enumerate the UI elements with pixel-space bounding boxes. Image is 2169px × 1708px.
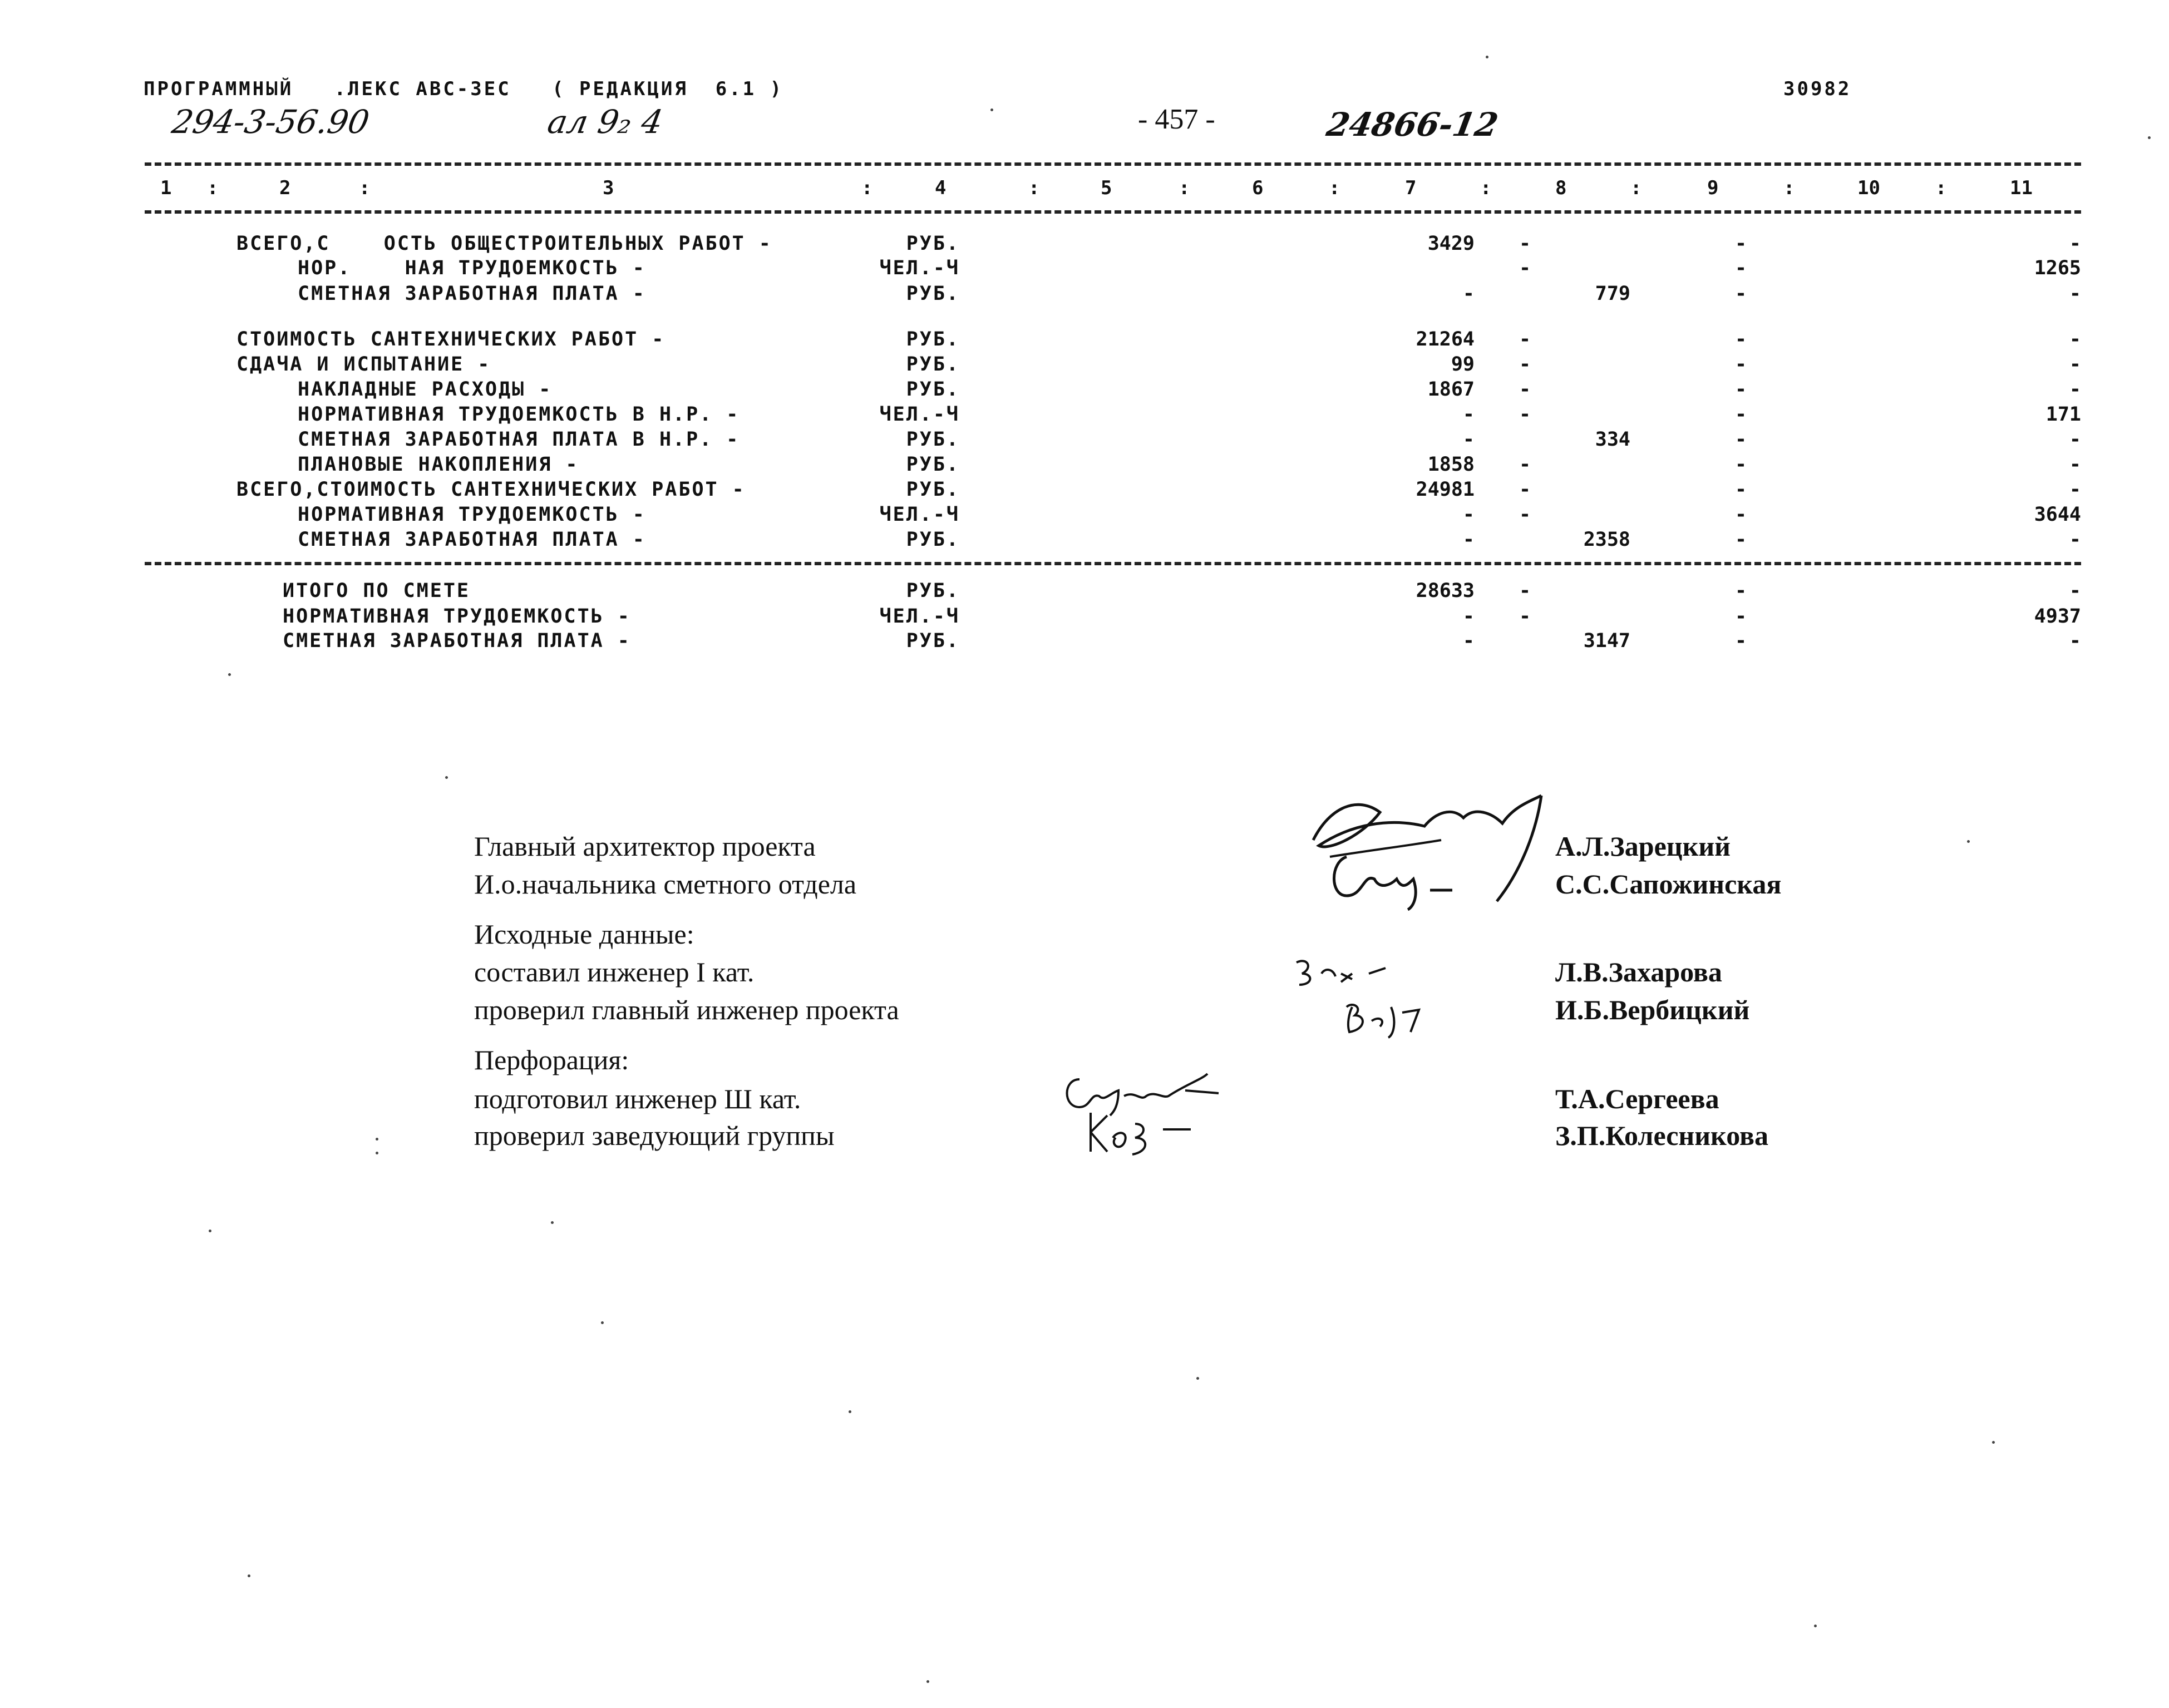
section-source-data: Исходные данные:: [474, 919, 694, 950]
album-reference: ал 9₂ 4: [545, 103, 666, 141]
column-separator: :: [1783, 177, 1795, 199]
role-checked-by-group-head: проверил заведующий группы: [474, 1120, 835, 1151]
row-label: СТОИМОСТЬ САНТЕХНИЧЕСКИХ РАБОТ -: [236, 328, 666, 351]
cell-col7: 3429: [1427, 233, 1475, 255]
column-number: 5: [1101, 177, 1112, 199]
row-label: СМЕТНАЯ ЗАРАБОТНАЯ ПЛАТА -: [298, 283, 646, 305]
column-number: 9: [1707, 177, 1719, 199]
row-label: ВСЕГО,СТОИМОСТЬ САНТЕХНИЧЕСКИХ РАБОТ -: [236, 478, 746, 501]
cell-col8: -: [1519, 605, 1531, 628]
scan-speck: [445, 776, 448, 779]
cell-col9: -: [1735, 353, 1747, 376]
cell-col9: -: [1735, 529, 1747, 551]
cell-col9: -: [1735, 580, 1747, 602]
cell-col9: -: [1735, 328, 1747, 351]
row-unit: РУБ.: [906, 328, 960, 351]
row-unit: РУБ.: [906, 353, 960, 376]
column-number: 11: [2010, 177, 2033, 199]
header-bottom-rule: [145, 210, 2081, 214]
scan-speck: [601, 1321, 604, 1324]
signature-sapozhinskaya: [1324, 846, 1469, 912]
cell-col9: -: [1735, 478, 1747, 501]
cell-col8: -: [1519, 403, 1531, 426]
cell-col7: -: [1462, 605, 1475, 628]
cell-col8: -: [1519, 478, 1531, 501]
row-label: СМЕТНАЯ ЗАРАБОТНАЯ ПЛАТА -: [298, 529, 646, 551]
scan-speck: [1486, 56, 1488, 58]
name-zaretsky: А.Л.Зарецкий: [1555, 831, 1731, 862]
section-perforation: Перфорация:: [474, 1044, 629, 1075]
cell-col7: -: [1462, 403, 1475, 426]
cell-col11: -: [2069, 630, 2081, 652]
row-label: НОРМАТИВНАЯ ТРУДОЕМКОСТЬ -: [298, 503, 646, 526]
column-separator: :: [207, 177, 219, 199]
cell-col7: -: [1462, 503, 1475, 526]
row-unit: РУБ.: [906, 378, 960, 401]
row-unit: РУБ.: [906, 428, 960, 451]
cell-col8: -: [1519, 257, 1531, 279]
cell-col9: -: [1735, 630, 1747, 652]
column-separator: :: [1179, 177, 1190, 199]
row-label: СДАЧА И ИСПЫТАНИЕ -: [236, 353, 491, 376]
signature-verbitsky: [1341, 990, 1436, 1040]
role-checked-by-chief-engineer: проверил главный инженер проекта: [474, 994, 899, 1025]
scan-speck: [1196, 1377, 1199, 1380]
cell-col11: 1265: [2034, 257, 2081, 279]
cell-col7: -: [1462, 283, 1475, 305]
cell-col11: -: [2069, 233, 2081, 255]
row-label: ВСЕГО,С ОСТЬ ОБЩЕСТРОИТЕЛЬНЫХ РАБОТ -: [236, 233, 772, 255]
serial-number: 30982: [1783, 78, 1852, 100]
scan-speck: [2148, 136, 2151, 139]
cell-col11: 4937: [2034, 605, 2081, 628]
cell-col11: -: [2069, 353, 2081, 376]
name-kolesnikova: З.П.Колесникова: [1555, 1120, 1768, 1151]
row-unit: РУБ.: [906, 233, 960, 255]
column-number: 2: [279, 177, 291, 199]
document-number: 294-3-56.90: [169, 103, 372, 141]
role-prepared-by: подготовил инженер Ш кат.: [474, 1083, 801, 1114]
row-label: ПЛАНОВЫЕ НАКОПЛЕНИЯ -: [298, 453, 579, 476]
row-label: НАКЛАДНЫЕ РАСХОДЫ -: [298, 378, 553, 401]
cell-col9: -: [1735, 378, 1747, 401]
page-number: - 457 -: [1138, 103, 1215, 135]
role-compiled-by: составил инженер I кат.: [474, 956, 755, 988]
column-number: 1: [160, 177, 172, 199]
cell-col11: -: [2069, 478, 2081, 501]
cell-col9: -: [1735, 503, 1747, 526]
column-number: 6: [1252, 177, 1264, 199]
cell-col8: -: [1519, 233, 1531, 255]
cell-col9: -: [1735, 453, 1747, 476]
cell-col9: -: [1735, 428, 1747, 451]
cell-col8: -: [1519, 580, 1531, 602]
column-separator: :: [1935, 177, 1947, 199]
column-separator: :: [359, 177, 371, 199]
cell-col7: -: [1462, 428, 1475, 451]
name-zakharova: Л.В.Захарова: [1555, 956, 1722, 988]
row-unit: РУБ.: [906, 580, 960, 602]
cell-col11: 3644: [2034, 503, 2081, 526]
scan-speck: [248, 1574, 250, 1577]
cell-col8: -: [1519, 503, 1531, 526]
cell-col11: -: [2069, 428, 2081, 451]
program-header: ПРОГРАММНЫЙ .ЛЕКС АВС-3ЕС ( РЕДАКЦИЯ 6.1 ): [144, 78, 784, 100]
column-number: 10: [1857, 177, 1880, 199]
scan-speck: [926, 1680, 929, 1683]
role-acting-head: И.о.начальника сметного отдела: [474, 868, 857, 900]
cell-col11: -: [2069, 378, 2081, 401]
cell-col11: -: [2069, 580, 2081, 602]
scan-speck: [228, 673, 231, 676]
cell-col11: 171: [2045, 403, 2081, 426]
scan-speck: [1814, 1625, 1817, 1627]
cell-col9: -: [1735, 283, 1747, 305]
cell-col9: -: [1735, 403, 1747, 426]
cell-col11: -: [2069, 328, 2081, 351]
scan-speck: [849, 1410, 851, 1413]
scan-speck: [376, 1152, 378, 1154]
cell-col7: 99: [1451, 353, 1475, 376]
signature-kolesnikova: [1079, 1107, 1202, 1157]
column-separator: :: [1480, 177, 1492, 199]
cell-col8: -: [1519, 328, 1531, 351]
row-label: СМЕТНАЯ ЗАРАБОТНАЯ ПЛАТА -: [283, 630, 631, 652]
scan-speck: [1967, 840, 1970, 843]
cell-col11: -: [2069, 529, 2081, 551]
column-number: 3: [603, 177, 614, 199]
row-unit: РУБ.: [906, 529, 960, 551]
handwritten-code: 24866-12: [1324, 106, 1501, 144]
cell-col8: -: [1519, 353, 1531, 376]
name-verbitsky: И.Б.Вербицкий: [1555, 994, 1750, 1025]
row-unit: РУБ.: [906, 478, 960, 501]
cell-col11: -: [2069, 283, 2081, 305]
scan-speck: [376, 1138, 378, 1141]
cell-col9: -: [1735, 257, 1747, 279]
cell-col7: 28633: [1416, 580, 1475, 602]
cell-col9: -: [1735, 605, 1747, 628]
column-separator: :: [1329, 177, 1340, 199]
cell-col8: 779: [1595, 283, 1630, 305]
cell-col8: 3147: [1583, 630, 1630, 652]
column-number: 7: [1405, 177, 1417, 199]
row-label: НОРМАТИВНАЯ ТРУДОЕМКОСТЬ -: [283, 605, 631, 628]
table-top-rule: [145, 162, 2081, 166]
row-label: ИТОГО ПО СМЕТЕ: [283, 580, 471, 602]
column-separator: :: [1028, 177, 1040, 199]
row-label: НОР. НАЯ ТРУДОЕМКОСТЬ -: [298, 257, 646, 279]
row-unit: РУБ.: [906, 630, 960, 652]
cell-col8: -: [1519, 378, 1531, 401]
role-chief-architect: Главный архитектор проекта: [474, 831, 816, 862]
row-unit: ЧЕЛ.-Ч: [879, 403, 960, 426]
totals-separator-rule: [145, 562, 2081, 565]
cell-col7: 21264: [1416, 328, 1475, 351]
cell-col8: 334: [1595, 428, 1630, 451]
scan-speck: [1992, 1441, 1995, 1444]
scan-speck: [209, 1230, 211, 1232]
column-separator: :: [1630, 177, 1642, 199]
cell-col9: -: [1735, 233, 1747, 255]
column-number: 4: [935, 177, 947, 199]
cell-col11: -: [2069, 453, 2081, 476]
name-sapozhinskaya: С.С.Сапожинская: [1555, 868, 1782, 900]
row-label: СМЕТНАЯ ЗАРАБОТНАЯ ПЛАТА В Н.Р. -: [298, 428, 740, 451]
cell-col8: -: [1519, 453, 1531, 476]
scan-speck: [551, 1221, 554, 1224]
row-unit: РУБ.: [906, 283, 960, 305]
cell-col8: 2358: [1583, 529, 1630, 551]
row-unit: ЧЕЛ.-Ч: [879, 605, 960, 628]
row-unit: РУБ.: [906, 453, 960, 476]
cell-col7: 1867: [1427, 378, 1475, 401]
cell-col7: 24981: [1416, 478, 1475, 501]
row-unit: ЧЕЛ.-Ч: [879, 503, 960, 526]
row-unit: ЧЕЛ.-Ч: [879, 257, 960, 279]
name-sergeeva: Т.А.Сергеева: [1555, 1083, 1719, 1114]
row-label: НОРМАТИВНАЯ ТРУДОЕМКОСТЬ В Н.Р. -: [298, 403, 740, 426]
column-separator: :: [861, 177, 873, 199]
signature-zakharova: [1291, 951, 1402, 990]
cell-col7: -: [1462, 630, 1475, 652]
cell-col7: 1858: [1427, 453, 1475, 476]
cell-col7: -: [1462, 529, 1475, 551]
scan-speck: [990, 108, 993, 111]
column-number: 8: [1555, 177, 1567, 199]
